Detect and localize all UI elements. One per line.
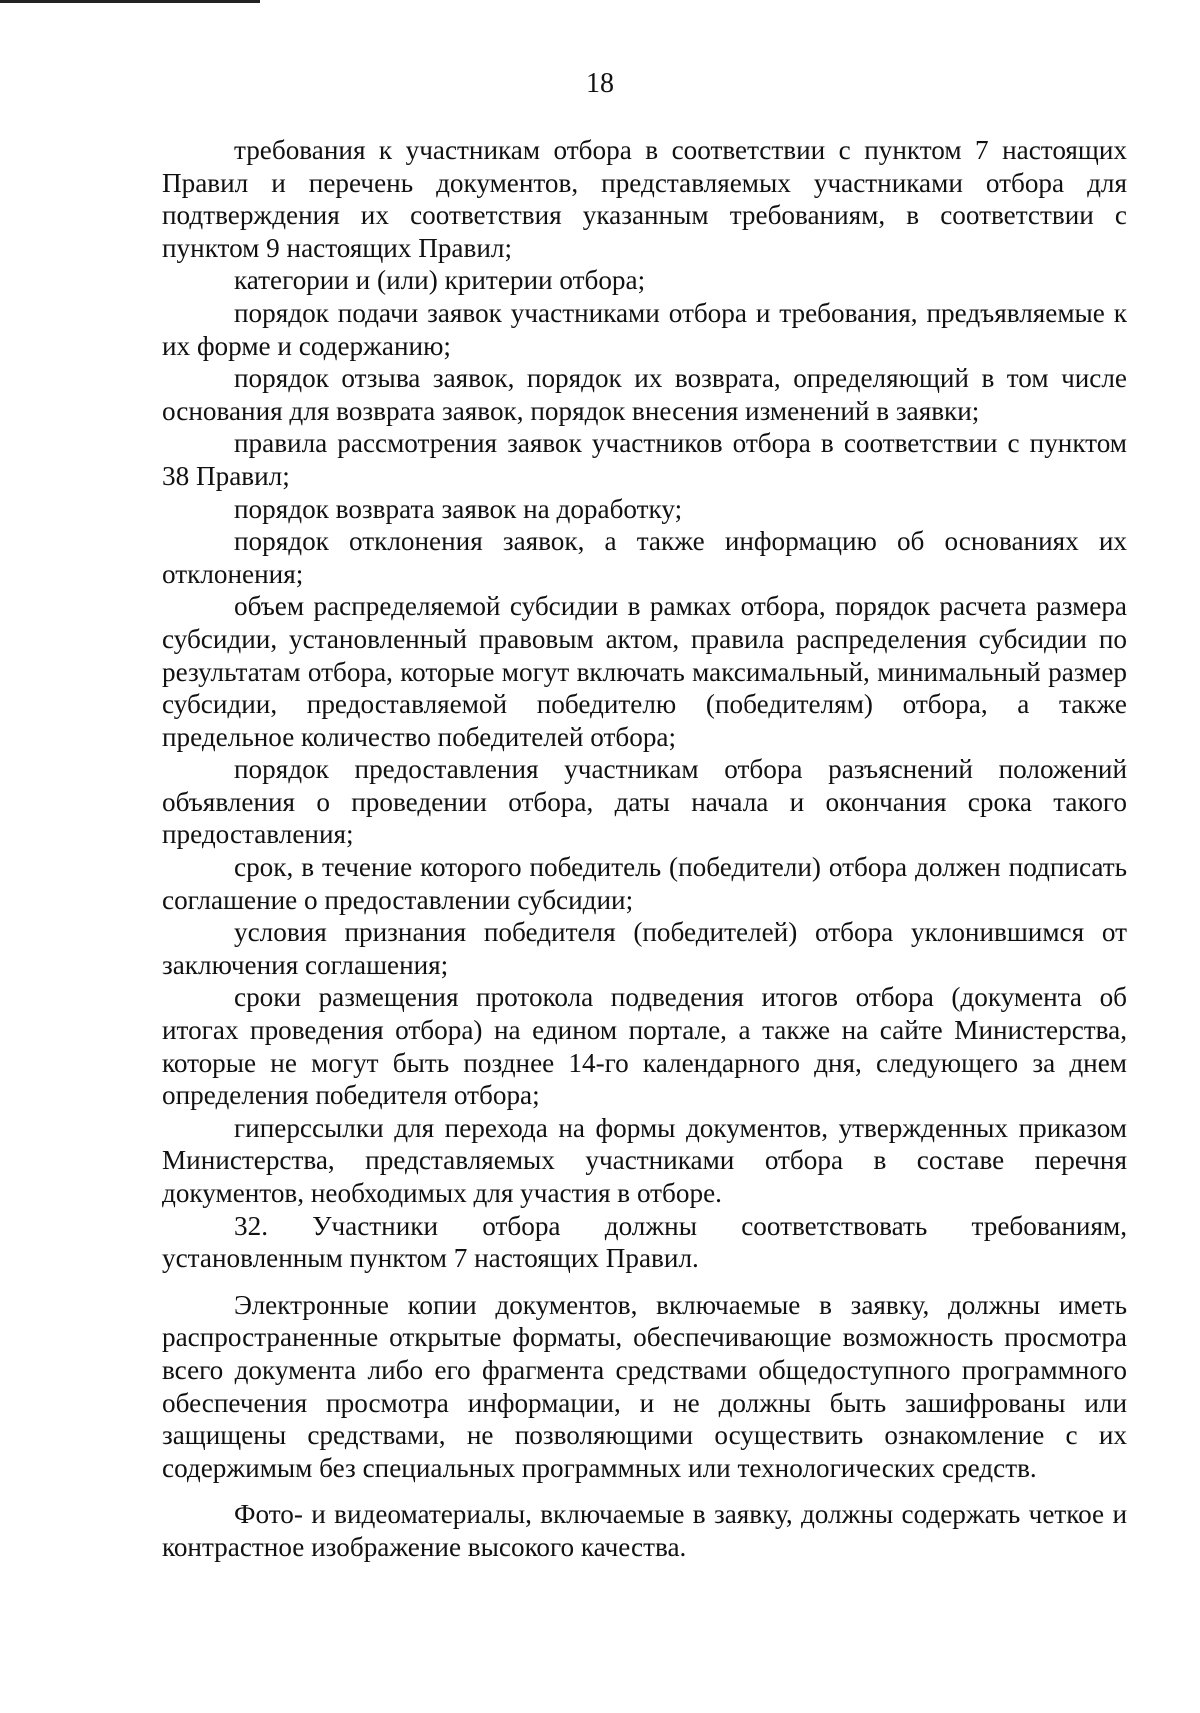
paragraph-photo-video: Фото- и видеоматериалы, включаемые в заявку, должны содержать четкое и контрастное изображение высокого качества. xyxy=(162,1499,1127,1562)
paragraph-protocol-publication: сроки размещения протокола подведения итогов отбора (документа об итогах проведения отбора) на едином портале, а также на сайте Министерства, которые не могут быть позднее 14-го календарного дня, следующего за днем определения победителя отбора; xyxy=(162,982,1127,1111)
paragraph-evasion-conditions: условия признания победителя (победителей) отбора уклонившимся от заключения соглашения; xyxy=(162,917,1127,980)
paragraph-application-withdrawal: порядок отзыва заявок, порядок их возврата, определяющий в том числе основания для возврата заявок, порядок внесения изменений в заявки; xyxy=(162,363,1127,426)
page-number: 18 xyxy=(586,68,614,99)
paragraph-section-32: 32. Участники отбора должны соответствовать требованиям, установленным пунктом 7 настоящих Правил. xyxy=(162,1210,1127,1274)
paragraph-application-submission: порядок подачи заявок участниками отбора и требования, предъявляемые к их форме и содержанию; xyxy=(162,297,1127,361)
paragraph-return-for-revision: порядок возврата заявок на доработку; xyxy=(234,493,683,524)
paragraph-signing-deadline: срок, в течение которого победитель (победители) отбора должен подписать соглашение о предоставлении субсидии; xyxy=(162,852,1127,915)
paragraph-subsidy-volume: объем распределяемой субсидии в рамках отбора, порядок расчета размера субсидии, установленный правовым актом, правила распределения субсидии по результатам отбора, которые могут включать максимальный, минимальный размер субсидии, предоставляемой победителю (победителям) отбора, а также предельное количество победителей отбора; xyxy=(162,591,1127,752)
paragraph-electronic-copies: Электронные копии документов, включаемые в заявку, должны иметь распространенные открытые форматы, обеспечивающие возможность просмотра всего документа либо его фрагмента средствами общедоступного программного обеспечения просмотра информации, и не должны быть зашифрованы или защищены средствами, не позволяющими осуществить ознакомление с их содержимым без специальных программных или технологических средств. xyxy=(162,1289,1127,1483)
paragraph-hyperlinks: гиперссылки для перехода на формы документов, утвержденных приказом Министерства, представляемых участниками отбора в составе перечня документов, необходимых для участия в отборе. xyxy=(162,1112,1127,1208)
paragraph-rejection-grounds: порядок отклонения заявок, а также информацию об основаниях их отклонения; xyxy=(162,526,1127,589)
paragraph-clarifications: порядок предоставления участникам отбора разъяснений положений объявления о проведении отбора, даты начала и окончания срока такого предоставления; xyxy=(162,754,1127,850)
paragraph-participant-requirements: требования к участникам отбора в соответствии с пунктом 7 настоящих Правил и перечень документов, представляемых участниками отбора для подтверждения их соответствия указанным требованиям, в соответствии с пунктом 9 настоящих Правил; xyxy=(162,135,1127,263)
paragraph-review-rules: правила рассмотрения заявок участников отбора в соответствии с пунктом 38 Правил; xyxy=(162,428,1127,491)
document-body xyxy=(162,134,1127,1564)
scan-edge-mark xyxy=(0,0,260,3)
paragraph-selection-criteria: категории и (или) критерии отбора; xyxy=(234,265,646,296)
